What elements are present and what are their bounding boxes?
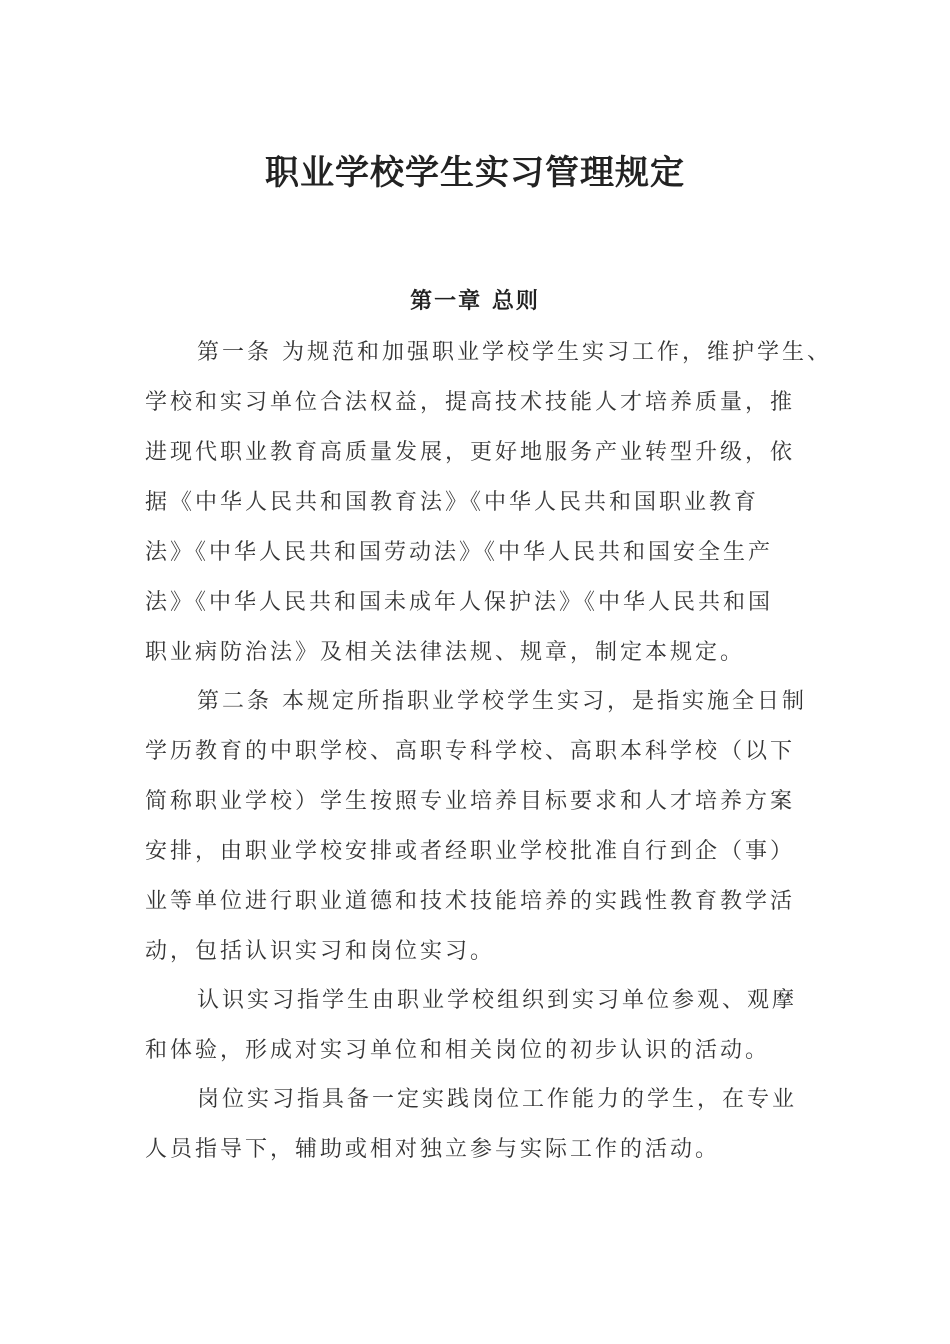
paragraph-line: 动，包括认识实习和岗位实习。 — [145, 939, 496, 964]
paragraph-line: 岗位实习指具备一定实践岗位工作能力的学生，在专业 — [197, 1087, 798, 1112]
paragraph-line: 安排，由职业学校安排或者经职业学校批准自行到企（事） — [145, 839, 796, 864]
paragraph-line: 学校和实习单位合法权益，提高技术技能人才培养质量，推 — [145, 390, 796, 415]
document-title: 职业学校学生实习管理规定 — [265, 153, 685, 193]
paragraph-article-2 — [145, 677, 825, 977]
paragraph-line: 据《中华人民共和国教育法》《中华人民共和国职业教育 — [145, 490, 760, 515]
paragraph-line: 业等单位进行职业道德和技术技能培养的实践性教育教学活 — [145, 889, 796, 914]
paragraph-line: 简称职业学校）学生按照专业培养目标要求和人才培养方案 — [145, 789, 796, 814]
chapter-heading: 第一章 总则 — [410, 289, 540, 314]
paragraph-line: 认识实习指学生由职业学校组织到实习单位参观、观摩 — [197, 988, 798, 1013]
paragraph-line: 法》《中华人民共和国未成年人保护法》《中华人民共和国 — [145, 590, 774, 615]
paragraph-cognitive-internship — [145, 976, 825, 1076]
paragraph-line: 第一条 为规范和加强职业学校学生实习工作，维护学生、 — [197, 340, 832, 365]
paragraph-line: 职业病防治法》及相关法律法规、规章，制定本规定。 — [145, 640, 746, 665]
paragraph-line: 第二条 本规定所指职业学校学生实习，是指实施全日制 — [197, 689, 807, 714]
paragraph-line: 学历教育的中职学校、高职专科学校、高职本科学校（以下 — [145, 739, 796, 764]
paragraph-article-1 — [145, 328, 832, 678]
paragraph-line: 进现代职业教育高质量发展，更好地服务产业转型升级，依 — [145, 440, 796, 465]
paragraph-line: 法》《中华人民共和国劳动法》《中华人民共和国安全生产 — [145, 540, 774, 565]
paragraph-line: 人员指导下，辅助或相对独立参与实际工作的活动。 — [145, 1137, 721, 1162]
paragraph-post-internship — [145, 1075, 825, 1175]
paragraph-line: 和体验，形成对实习单位和相关岗位的初步认识的活动。 — [145, 1038, 771, 1063]
